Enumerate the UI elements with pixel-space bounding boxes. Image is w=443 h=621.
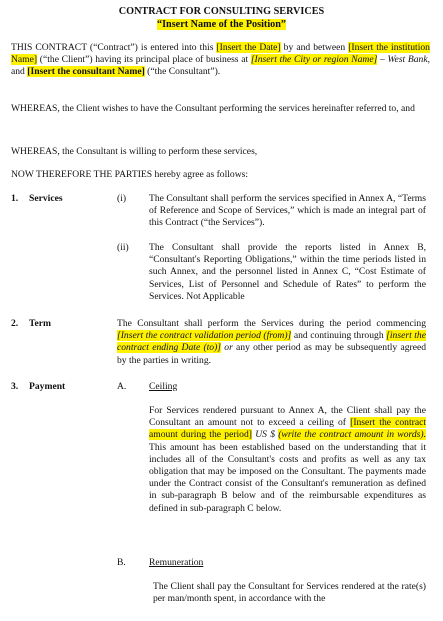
position-name-placeholder: “Insert Name of the Position”	[156, 19, 287, 30]
city-placeholder: [Insert the City or region Name]	[250, 54, 378, 66]
clause-3-label: Payment	[29, 381, 66, 392]
term-text: and continuing through	[291, 330, 387, 342]
amount-in-words-placeholder: (write the contract amount in words).	[278, 429, 426, 441]
clause-2-number: 2.	[11, 318, 19, 329]
clause-3-number: 3.	[11, 381, 19, 392]
clause-1-label: Services	[29, 193, 63, 204]
contract-amount-placeholder: [Insert the contract amount during the period]	[149, 417, 427, 441]
currency-label: US $	[251, 429, 279, 441]
intro-text: and	[11, 66, 28, 78]
clause-3-b-label: B.	[117, 557, 126, 568]
clause-1-ii-label: (ii)	[117, 242, 129, 253]
clause-1-i-text: The Consultant shall perform the services specified in Annex A, “Terms of Reference and Scope of Services,” which is made an integral part of this Contract (“the Services”).	[149, 193, 426, 229]
intro-text: – West Bank,	[377, 54, 430, 66]
document-subtitle	[0, 19, 443, 31]
ceiling-text: This amount has been established based on the understanding that it includes all of the Consultant's costs and profits as well as any tax obligation that may be imposed on the Consultant. The payments made under the Contract consist of the Consultant's remuneration as defined in sub-paragraph B below and of the reimbursable expenditures as defined in sub-paragraph C below.	[149, 441, 426, 514]
institution-placeholder: [Insert the institution Name]	[11, 42, 430, 66]
ceiling-text: For Services rendered pursuant to Annex A, the Client shall pay the Consultant an amount not to exceed a ceiling of	[149, 405, 426, 429]
consultant-placeholder: [Insert the consultant Name]	[27, 66, 145, 78]
clause-1-ii-text: The Consultant shall provide the reports listed in Annex B, “Consultant's Reporting Obligations,” within the time periods listed in such Annex, and the personnel listed in Annex C, “Cost Estimate of Services, List of Personnel and Schedule of Rates” to perform the Services. Not Applicable	[149, 242, 426, 302]
clause-1-number: 1.	[11, 193, 19, 204]
document-title: CONTRACT FOR CONSULTING SERVICES	[118, 6, 325, 17]
term-text: The Consultant shall perform the Services during the period commencing	[117, 318, 426, 329]
date-placeholder: [Insert the Date]	[216, 42, 281, 53]
intro-text: by and between	[280, 42, 349, 53]
whereas-consultant: WHEREAS, the Consultant is willing to perform these services,	[11, 146, 258, 157]
term-text: or	[221, 342, 233, 354]
clause-3-a-text	[149, 405, 426, 515]
intro-text: (“the Consultant”).	[144, 66, 221, 78]
clause-2-label: Term	[29, 318, 52, 329]
clause-2-text	[117, 318, 426, 367]
clause-1-i-label: (i)	[117, 193, 127, 204]
intro-text: THIS CONTRACT (“Contract”) is entered into this	[11, 42, 217, 53]
clause-3-b-heading: Remuneration	[149, 557, 204, 568]
clause-3-a-heading: Ceiling	[149, 381, 178, 392]
period-to-placeholder: [insert the contract ending Date (to)]	[117, 330, 426, 354]
term-text: any other period as may be subsequently agreed by the parties in writing.	[117, 342, 427, 366]
period-from-placeholder: [Insert the contract validation period (from)]	[117, 330, 292, 342]
clause-3-b-text: The Client shall pay the Consultant for Services rendered at the rate(s) per man/month spent, in accordance with the	[153, 581, 426, 605]
clause-3-a-label: A.	[117, 381, 127, 392]
intro-text: (“the Client”) having its principal place of business at	[37, 54, 251, 66]
intro-paragraph	[11, 42, 430, 79]
now-therefore: NOW THEREFORE THE PARTIES hereby agree as follows:	[11, 169, 249, 180]
whereas-client: WHEREAS, the Client wishes to have the Consultant performing the services hereinafter referred to, and	[11, 103, 415, 114]
